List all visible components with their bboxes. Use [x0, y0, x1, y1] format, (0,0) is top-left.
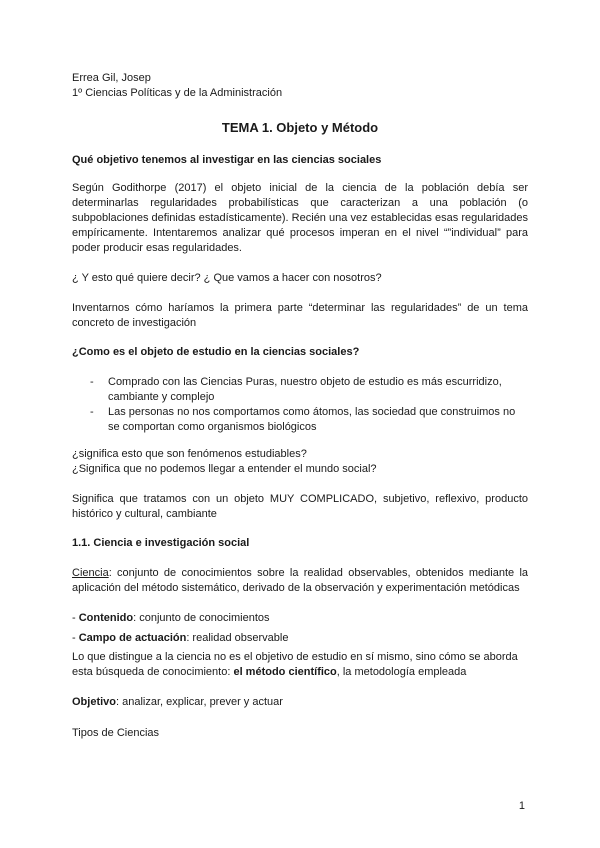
- contenido-term: Contenido: [78, 612, 134, 624]
- list-item: - Las personas no nos comportamos como átomos, las sociedad que construimos no se comportan como organismos biológicos: [72, 405, 528, 435]
- section2-question2: ¿Significa que no podemos llegar a entender el mundo social?: [72, 463, 377, 475]
- section1-paragraph: Según Godithorpe (2017) el objeto inicial de la ciencia de la población debía ser determinarlas regularidades probabilísticas que caracterizan a una población (o subpoblaciones definidas estadísticamente). Recién una vez establecidas esas regularidades empíricamente. Intentaremos analizar qué procesos imperan en el nivel “”individual” para poder producir esas regularidades.: [72, 182, 528, 254]
- course-name: 1º Ciencias Políticas y de la Administración: [72, 87, 283, 99]
- document-title: TEMA 1. Objeto y Método: [221, 120, 379, 135]
- objetivo-text: : analizar, explicar, prever y actuar: [116, 696, 283, 708]
- section2-question1: ¿significa esto que son fenómenos estudiables?: [72, 448, 307, 460]
- section2-conclusion: Significa que tratamos con un objeto MUY COMPLICADO, subjetivo, reflexivo, producto histórico y cultural, cambiante: [72, 493, 528, 520]
- objetivo-term: Objetivo: [72, 696, 117, 708]
- section1-heading: Qué objetivo tenemos al investigar en las ciencias sociales: [72, 154, 382, 166]
- contenido-line: - Contenido: conjunto de conocimientos: [72, 612, 270, 624]
- author-name: Errea Gil, Josep: [72, 72, 151, 84]
- contenido-text: : conjunto de conocimientos: [133, 612, 270, 624]
- campo-text: : realidad observable: [186, 632, 289, 644]
- distingue-pre: Lo que distingue a la ciencia no es el objetivo de estudio en sí mismo, sino cómo se aborda esta búsqueda de conocimiento:: [72, 651, 518, 678]
- section1-invent: Inventarnos cómo haríamos la primera parte “determinar las regularidades” de un tema concreto de investigación: [72, 302, 528, 329]
- section2-heading: ¿Como es el objeto de estudio en la ciencias sociales?: [72, 346, 360, 358]
- section1-question: ¿ Y esto qué quiere decir? ¿ Que vamos a hacer con nosotros?: [72, 272, 382, 284]
- objetivo-line: [72, 695, 528, 710]
- tipos-de-ciencias: Tipos de Ciencias: [72, 727, 160, 739]
- distingue-paragraph: [72, 650, 528, 680]
- page-number: 1: [518, 800, 525, 812]
- campo-term: Campo de actuación: [78, 632, 187, 644]
- metodo-cientifico: el método científico: [233, 666, 337, 678]
- distingue-post: , la metodología empleada: [336, 666, 467, 678]
- list-item: - Comprado con las Ciencias Puras, nuestro objeto de estudio es más escurridizo, cambiante y complejo: [72, 375, 528, 405]
- ciencia-definition: [72, 566, 528, 596]
- document-page: [72, 71, 528, 741]
- section3-heading: 1.1. Ciencia e investigación social: [72, 537, 250, 549]
- ciencia-term: Ciencia: [72, 567, 109, 579]
- ciencia-text: : conjunto de conocimientos sobre la realidad observables, obtenidos mediante la aplicación del método sistemático, derivado de la observación y experimentación metódicas: [72, 567, 528, 594]
- section2-bullet-list: [72, 375, 528, 435]
- campo-line: - Campo de actuación: realidad observable: [72, 632, 289, 644]
